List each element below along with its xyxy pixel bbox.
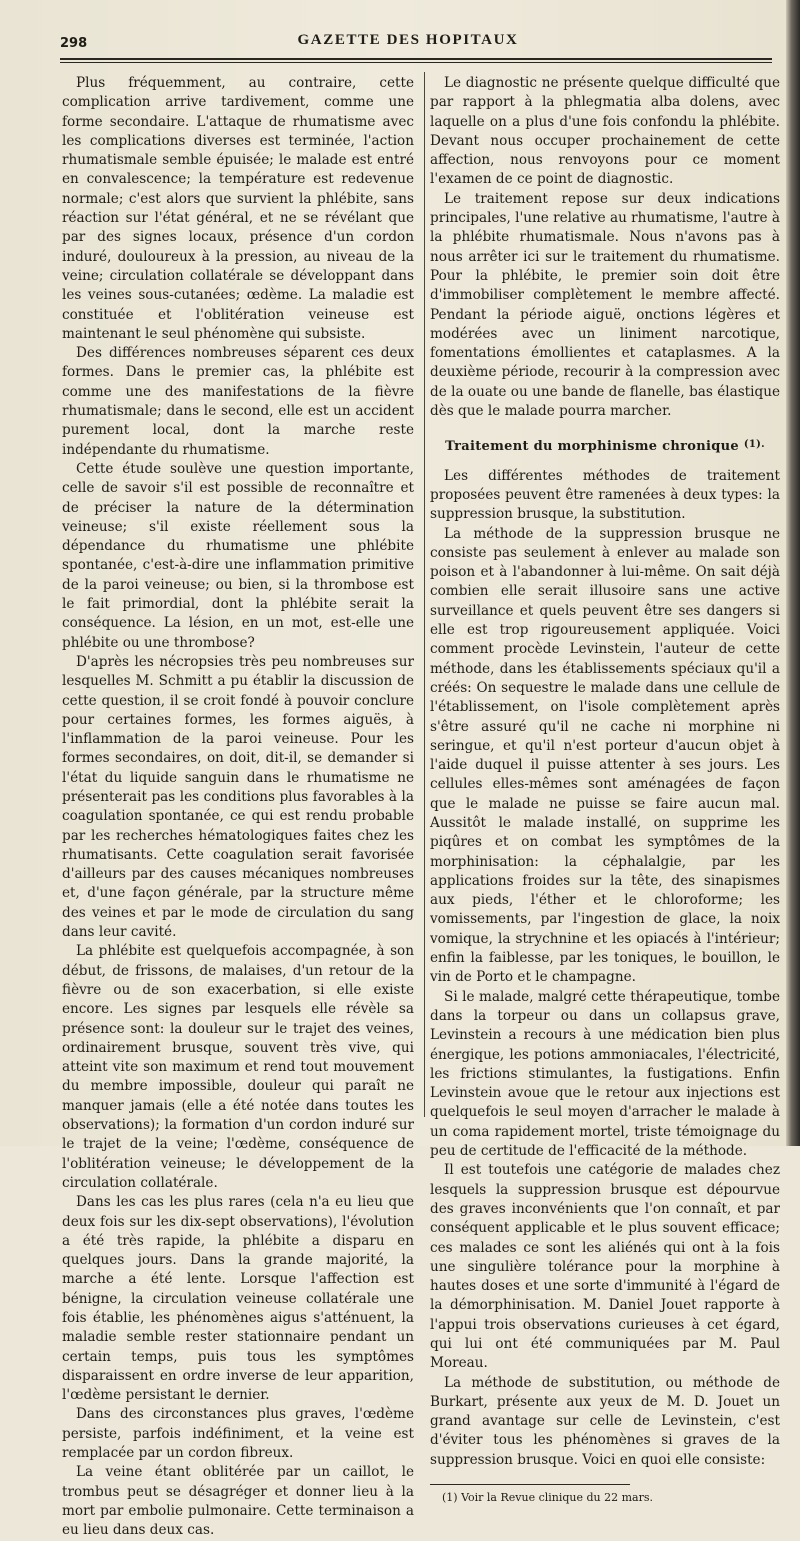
paragraph: Dans des circonstances plus graves, l'œdème persiste, parfois indéfiniment, et la veine est remplacée par un cordon fibreux. <box>62 1406 414 1462</box>
footnote-marker: (1). <box>743 439 765 451</box>
paragraph: Si le malade, malgré cette thérapeutique, tombe dans la torpeur ou dans un collapsus grave, Levinstein a recours à une médication bien plus énergique, les potions ammoniacales, l'électricité, les frictions stimulantes, la fustigations. Enfin Levinstein avoue que le retour aux injections est quelquefois le seul moyen d'arracher le malade à un coma rapidement mortel, triste témoignage du peu de certitude de l'efficacité de la méthode. <box>430 988 780 1160</box>
footnote-rule <box>430 1484 630 1485</box>
section-heading-text: Traitement du morphinisme chronique <box>445 439 739 455</box>
paragraph: La veine étant oblitérée par un caillot, le trombus peut se désagréger et donner lieu à la mort par embolie pulmonaire. Cette terminaison a eu lieu dans deux cas. <box>62 1464 414 1539</box>
section-heading <box>430 435 780 456</box>
paragraph: La méthode de la suppression brusque ne consiste pas seulement à enlever au malade son poison et à l'abandonner à lui-même. On sait déjà combien elle serait illusoire sans une active surveillance et quels peuvent être ses dangers si elle est trop rigoureusement appliquée. Voici comment procède Levinstein, l'auteur de cette méthode, dans les établissements spéciaux qu'il a créés: On sequestre le malade dans une cellule de l'établissement, on l'isole complètement après s'être assuré qu'il ne cache ni morphine ni seringue, et qu'il n'est porteur d'aucun objet à l'aide duquel il puisse attenter à ses jours. Les cellules elles-mêmes sont aménagées de façon que le malade ne puisse se faire aucun mal. Aussitôt le malade installé, on supprime les piqûres et on combat les symptômes de la morphinisation: la céphalalgie, par les applications froides sur la tête, des sinapismes aux pieds, l'éther et le chloroforme; les vomissements, par l'ingestion de glace, la noix vomique, la strychnine et les opiacés à l'intérieur; enfin la faiblesse, par les toniques, le bouillon, le vin de Porto et le champagne. <box>430 525 780 986</box>
paragraph: La méthode de substitution, ou méthode de Burkart, présente aux yeux de M. D. Jouet un grand avantage sur celle de Levinstein, c'est d'éviter tous les phénomènes si graves de la suppression brusque. Voici en quoi elle consiste: <box>430 1374 780 1468</box>
paragraph: Des différences nombreuses séparent ces deux formes. Dans le premier cas, la phlébite est comme une des manifestations de la fièvre rhumatismale; dans le second, elle est un accident purement local, dont la marche reste indépendante du rhumatisme. <box>62 345 414 458</box>
paragraph: Les différentes méthodes de traitement proposées peuvent être ramenées à deux types: la suppression brusque, la substitution. <box>430 467 780 523</box>
paragraph: D'après les nécropsies très peu nombreuses sur lesquelles M. Schmitt a pu établir la discussion de cette question, il se croit fondé à pouvoir conclure pour certaines formes, les formes aiguës, à l'inflammation de la paroi veineuse. Pour les formes secondaires, on doit, dit-il, se demander si l'état du liquide sanguin dans le rhumatisme ne présenterait pas les conditions plus favorables à la coagulation spontanée, ce qui est rendu probable par les recherches hématologiques faites chez les rhumatisants. Cette coagulation serait favorisée d'ailleurs par des causes mécaniques nombreuses et, d'une façon générale, par la structure même des veines et par le mode de circulation du sang dans leur cavité. <box>62 653 414 941</box>
paragraph: La phlébite est quelquefois accompagnée, à son début, de frissons, de malaises, d'un retour de la fièvre ou de son exacerbation, si elle existe encore. Les signes par lesquels elle révèle sa présence sont: la douleur sur le trajet des veines, ordinairement brusque, souvent très vive, qui atteint vite son maximum et rend tout mouvement du membre impossible, douleur qui paraît ne manquer jamais (elle a été notée dans toutes les observations); la formation d'un cordon induré sur le trajet de la veine; l'œdème, conséquence de l'oblitération veineuse; le développement de la circulation collatérale. <box>62 943 414 1191</box>
paragraph: Dans les cas les plus rares (cela n'a eu lieu que deux fois sur les dix-sept observations), l'évolution a été très rapide, la phlébite a disparu en quelques jours. Dans la grande majorité, la marche a été lente. Lorsque l'affection est bénigne, la circulation veineuse collatérale une fois établie, les phénomènes aigus s'atténuent, la maladie semble rester stationnaire pendant un certain temps, puis tous les symptômes disparaissent en ordre inverse de leur apparition, l'œdème persistant le dernier. <box>62 1194 414 1404</box>
column-divider <box>424 72 425 1117</box>
page-header <box>52 28 764 50</box>
header-rule <box>60 58 772 60</box>
right-column <box>430 74 780 1505</box>
paragraph: Il est toutefois une catégorie de malades chez lesquels la suppression brusque est dépourvue des graves inconvénients que l'on connaît, et par conséquent applicable et le plus souvent efficace; ces malades ce sont les aliénés qui ont à la fois une singulière tolérance pour la morphine à hautes doses et une sorte d'immunité à l'égard de la démorphinisation. M. Daniel Jouet rapporte à l'appui trois observations curieuses à cet égard, qui lui ont été communiquées par M. Paul Moreau. <box>430 1162 780 1372</box>
paragraph: Cette étude soulève une question importante, celle de savoir s'il est possible de reconnaître et de préciser la nature de la détermination veineuse; s'il existe réellement sous la dépendance du rhumatisme une phlébite spontanée, c'est-à-dire une inflammation primitive de la paroi veineuse; ou bien, si la thrombose est le fait primordial, dont la phlébite serait la conséquence. La lésion, en un mot, est-elle une phlébite ou une thrombose? <box>62 460 414 651</box>
footnote: (1) Voir la Revue clinique du 22 mars. <box>442 1491 654 1505</box>
page-number: 298 <box>60 36 88 51</box>
header-rule-thin <box>60 62 772 63</box>
paragraph: Plus fréquemment, au contraire, cette complication arrive tardivement, comme une forme secondaire. L'attaque de rhumatisme avec les complications diverses est terminée, l'action rhumatismale semble épuisée; le malade est entré en convalescence; la température est redevenue normale; c'est alors que survient la phlébite, sans réaction sur l'état général, et ne se révélant que par des signes locaux, présence d'un cordon induré, douloureux à la pression, au niveau de la veine; circulation collatérale se développant dans les veines sous-cutanées; œdème. La maladie est constituée et l'oblitération veineuse est maintenant le seul phénomène qui subsiste. <box>62 75 414 342</box>
left-column <box>62 74 414 1541</box>
paragraph: Le diagnostic ne présente quelque difficulté que par rapport à la phlegmatia alba dolens, avec laquelle on a plus d'une fois confondu la phlébite. Devant nous occuper prochainement de cette affection, nous renvoyons pour ce moment l'examen de ce point de diagnostic. <box>430 75 780 188</box>
book-spine-shadow <box>786 0 800 1146</box>
paragraph: Le traitement repose sur deux indications principales, l'une relative au rhumatisme, l'autre à la phlébite rhumatismale. Nous n'avons pas à nous arrêter ici sur le traitement du rhumatisme. Pour la phlébite, le premier soin doit être d'immobiliser complètement le membre affecté. Pendant la période aiguë, onctions légères et modérées avec un liniment narcotique, fomentations émollientes et cataplasmes. A la deuxième période, recourir à la compression avec de la ouate ou une bande de flanelle, bas élastique dès que le malade pourra marcher. <box>430 190 780 420</box>
running-title: GAZETTE DES HOPITAUX <box>297 32 519 48</box>
